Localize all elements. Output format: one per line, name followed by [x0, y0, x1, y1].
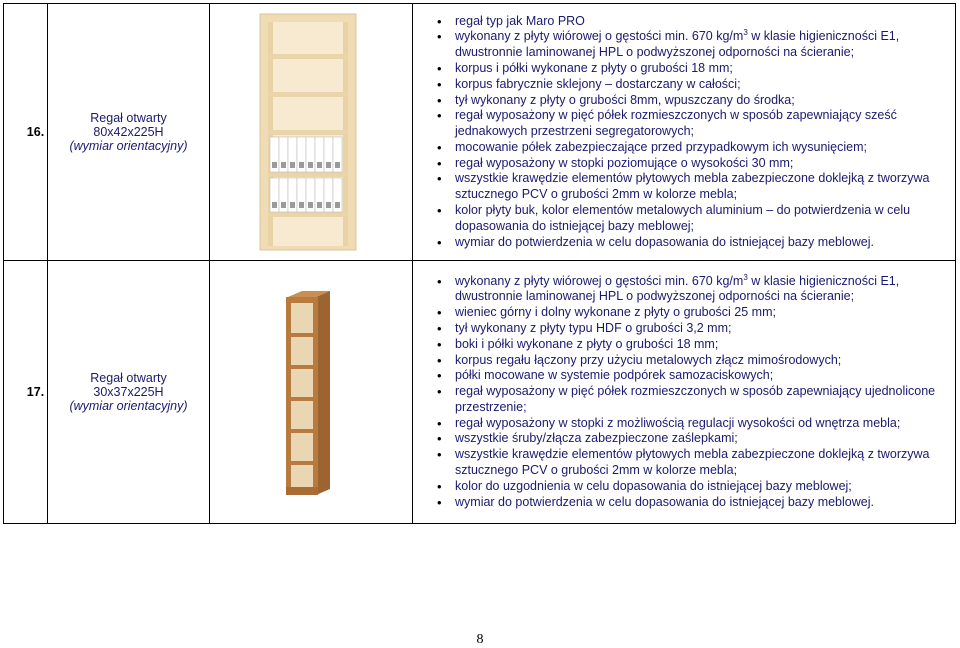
product-image-cell [210, 261, 413, 524]
spec-bullet: • wszystkie śruby/złącza zabezpieczone zaślepkami; [455, 431, 947, 447]
spec-bullet: • regał wyposażony w stopki poziomujące o wysokości 30 mm; [455, 156, 947, 172]
spec-bullet: • wykonany z płyty wiórowej o gęstości min. 670 $kg/m^3$ w klasie higieniczności E1, dwustronnie laminowanej HPL o podwyższonej odporności na ścieranie; [455, 29, 947, 61]
dimension-note: (wymiar orientacyjny) [69, 139, 188, 153]
spec-bullet: • tył wykonany z płyty typu HDF o grubości 3,2 mm; [455, 321, 947, 337]
spec-bullet: • wieniec górny i dolny wykonane z płyty o grubości 25 mm; [455, 305, 947, 321]
spec-table [3, 3, 956, 524]
spec-bullet: • kolor płyty buk, kolor elementów metalowych aluminium – do potwierdzenia w celu dopasowania do istniejącej bazy meblowej; [455, 203, 947, 235]
table-row [4, 261, 956, 524]
product-name: Regał otwarty [90, 111, 167, 125]
description-cell [413, 4, 956, 261]
spec-bullet: • kolor do uzgodnienia w celu dopasowania do istniejącej bazy meblowej; [455, 479, 947, 495]
spec-bullet: • półki mocowane w systemie podpórek samozaciskowych; [455, 368, 947, 384]
spec-bullet-list [413, 14, 955, 251]
product-name-cell [48, 261, 210, 524]
description-cell [413, 261, 956, 524]
table-row [4, 4, 956, 261]
spec-bullet: • regał typ jak Maro PRO [455, 14, 947, 30]
spec-bullet-list [413, 274, 955, 511]
product-name: Regał otwarty [90, 371, 167, 385]
spec-bullet: • korpus i półki wykonane z płyty o grubości 18 mm; [455, 61, 947, 77]
dimension-note: (wymiar orientacyjny) [69, 399, 188, 413]
spec-bullet: • wszystkie krawędzie elementów płytowych mebla zabezpieczone doklejką z tworzywa sztucznego PCV o grubości 2mm w kolorze mebla; [455, 171, 947, 203]
spec-bullet: • wszystkie krawędzie elementów płytowych mebla zabezpieczone doklejką z tworzywa sztucznego PCV o grubości 2mm w kolorze mebla; [455, 447, 947, 479]
spec-bullet: • regał wyposażony w pięć półek rozmieszczonych w sposób zapewniający ujednolicone przestrzenie; [455, 384, 947, 416]
bookshelf-with-binders-icon [258, 12, 358, 252]
row-number: 16. [4, 4, 48, 261]
spec-bullet: • regał wyposażony w stopki z możliwością regulacji wysokości od wnętrza mebla; [455, 416, 947, 432]
spec-bullet: • wymiar do potwierdzenia w celu dopasowania do istniejącej bazy meblowej. [455, 495, 947, 511]
tall-narrow-bookshelf-icon [282, 289, 332, 499]
spec-bullet: • korpus fabrycznie sklejony – dostarczany w całości; [455, 77, 947, 93]
product-dimensions: 80x42x225H [93, 125, 164, 139]
row-number: 17. [4, 261, 48, 524]
spec-bullet: • mocowanie półek zabezpieczające przed przypadkowym ich wysunięciem; [455, 140, 947, 156]
product-dimensions: 30x37x225H [93, 385, 164, 399]
product-image-cell [210, 4, 413, 261]
spec-bullet: • wykonany z płyty wiórowej o gęstości min. 670 $kg/m^3$ w klasie higieniczności E1, dwustronnie laminowanej HPL o podwyższonej odporności na ścieranie; [455, 274, 947, 306]
spec-bullet: • boki i półki wykonane z płyty o grubości 18 mm; [455, 337, 947, 353]
spec-bullet: • korpus regału łączony przy użyciu metalowych złącz mimośrodowych; [455, 353, 947, 369]
page-number: 8 [476, 632, 484, 647]
spec-bullet: • wymiar do potwierdzenia w celu dopasowania do istniejącej bazy meblowej. [455, 235, 947, 251]
spec-bullet: • tył wykonany z płyty o grubości 8mm, wpuszczany do środka; [455, 93, 947, 109]
spec-bullet: • regał wyposażony w pięć półek rozmieszczonych w sposób zapewniający sześć jednakowych przestrzeni segregatorowych; [455, 108, 947, 140]
product-name-cell [48, 4, 210, 261]
